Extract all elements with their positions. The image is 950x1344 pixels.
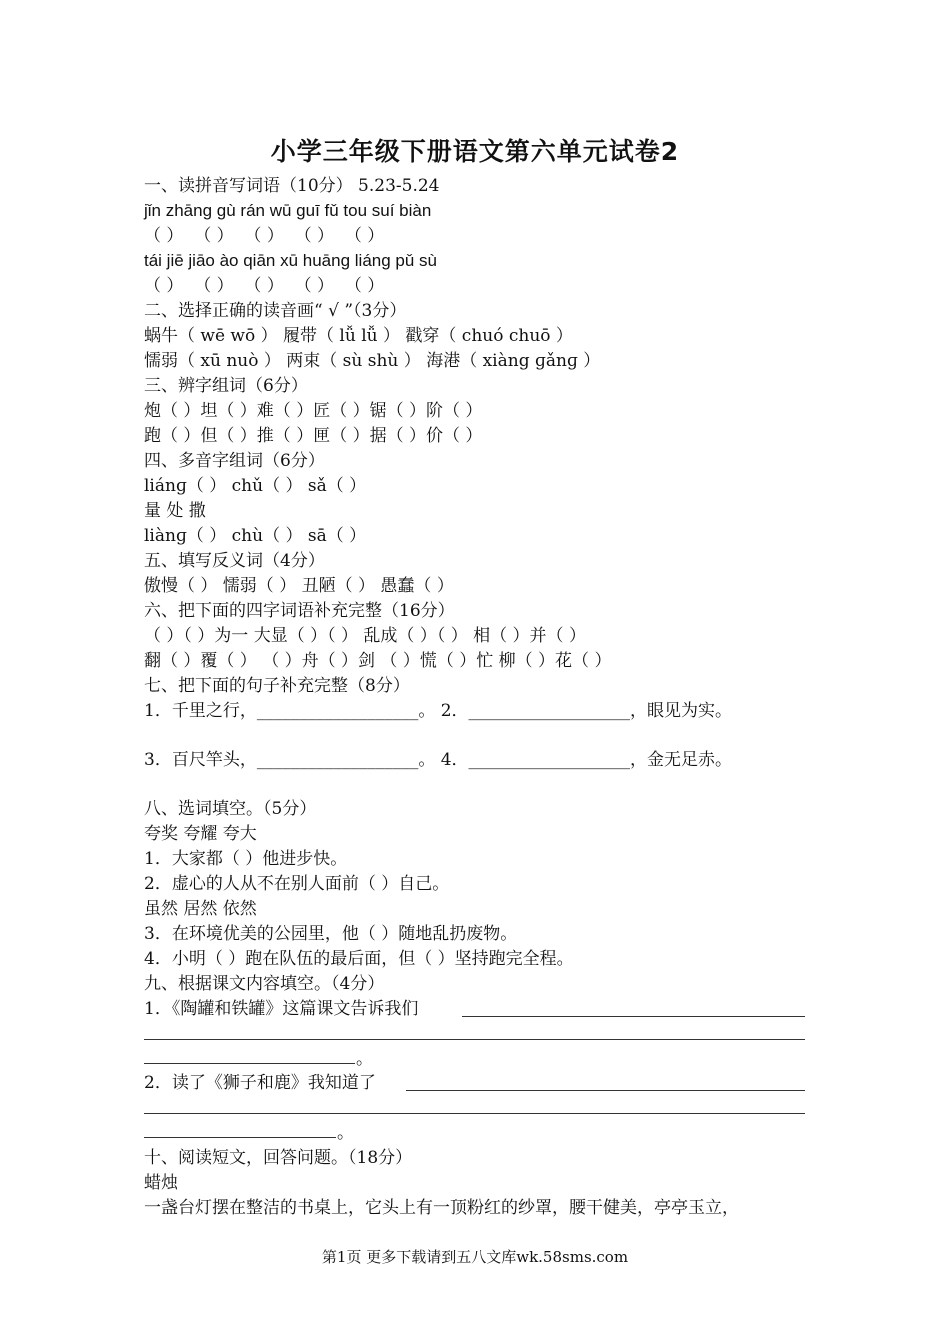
fill-question-3: 3．在环境优美的公园里，他（ ）随地乱扔废物。 bbox=[144, 924, 518, 944]
polyphone-pinyin-1: liánɡ（ ） chǔ（ ） sǎ（ ） bbox=[144, 476, 367, 496]
section-2-heading: 二、选择正确的读音画“ √ ”（3分） bbox=[144, 301, 407, 321]
answer-line bbox=[144, 1137, 336, 1138]
answer-line bbox=[144, 1063, 355, 1064]
answer-line bbox=[144, 1039, 805, 1040]
text-question-1: 1．《陶罐和铁罐》这篇课文告诉我们 bbox=[144, 999, 419, 1019]
section-3-heading: 三、辨字组词（6分） bbox=[144, 376, 308, 396]
passage-title: 蜡烛 bbox=[144, 1173, 178, 1193]
answer-brackets-1: （ ） （ ） （ ） （ ） （ ） bbox=[144, 226, 385, 246]
section-7-heading: 七、把下面的句子补充完整（8分） bbox=[144, 676, 410, 696]
answer-end-1: 。 bbox=[356, 1049, 373, 1069]
section-6-heading: 六、把下面的四字词语补充完整（16分） bbox=[144, 601, 455, 621]
char-group-line-1: 炮（ ）坦（ ）难（ ）匠（ ）锯（ ）阶（ ） bbox=[144, 401, 483, 421]
sentence-line-2: 3．百尺竿头，___________________。 4．___________________，金无足赤。 bbox=[144, 750, 733, 770]
section-5-heading: 五、填写反义词（4分） bbox=[144, 551, 325, 571]
pronunciation-line-1: 蜗牛（ wē wō ） 履带（ lǚ lǚ ） 戳穿（ chuó chuō ） bbox=[144, 326, 573, 346]
word-choices-1: 夸奖 夸耀 夸大 bbox=[144, 824, 257, 844]
pinyin-line-2: tái jiē jiāo ào qiān xū huānɡ liánɡ pǔ sù bbox=[144, 251, 437, 270]
pronunciation-line-2: 懦弱（ xū nuò ） 两束（ sù shù ） 海港（ xiàng ɡǎnɡ ） bbox=[144, 351, 601, 371]
section-8-heading: 八、选词填空。（5分） bbox=[144, 799, 317, 819]
polyphone-pinyin-2: liànɡ（ ） chù（ ） sā（ ） bbox=[144, 526, 367, 546]
answer-line bbox=[462, 1016, 805, 1017]
polyphone-chars: 量 处 撒 bbox=[144, 501, 206, 521]
text-question-2: 2．读了《狮子和鹿》我知道了 bbox=[144, 1073, 376, 1093]
fill-question-4: 4．小明（ ）跑在队伍的最后面，但（ ）坚持跑完全程。 bbox=[144, 949, 574, 969]
fill-question-1: 1．大家都（ ）他进步快。 bbox=[144, 849, 348, 869]
sentence-line-1: 1．千里之行，___________________。 2．___________________，眼见为实。 bbox=[144, 701, 733, 721]
idiom-line-2: 翻（ ）覆（ ） （ ）舟（ ）剑 （ ）慌（ ）忙 柳（ ）花（ ） bbox=[144, 651, 612, 671]
answer-end-2: 。 bbox=[337, 1123, 354, 1143]
fill-question-2: 2．虚心的人从不在别人面前（ ）自己。 bbox=[144, 874, 450, 894]
idiom-line-1: （ ）（ ）为一 大显（ ）（ ） 乱成（ ）（ ） 相（ ）并（ ） bbox=[144, 626, 586, 646]
section-4-heading: 四、多音字组词（6分） bbox=[144, 451, 325, 471]
section-10-heading: 十、阅读短文，回答问题。（18分） bbox=[144, 1148, 413, 1168]
answer-line bbox=[144, 1113, 805, 1114]
section-9-heading: 九、根据课文内容填空。（4分） bbox=[144, 974, 385, 994]
antonym-line: 傲慢（ ） 懦弱（ ） 丑陋（ ） 愚蠢（ ） bbox=[144, 576, 454, 596]
word-choices-2: 虽然 居然 依然 bbox=[144, 899, 257, 919]
section-1-heading: 一、读拼音写词语（10分） 5.23-5.24 bbox=[144, 176, 440, 196]
pinyin-line-1: jǐn zhānɡ ɡù rán wū ɡuī fǔ tou suí biàn bbox=[144, 201, 432, 220]
passage-text: 一盏台灯摆在整洁的书桌上，它头上有一顶粉红的纱罩，腰干健美，亭亭玉立， bbox=[144, 1198, 739, 1218]
answer-brackets-2: （ ） （ ） （ ） （ ） （ ） bbox=[144, 276, 385, 296]
char-group-line-2: 跑（ ）但（ ）推（ ）匣（ ）据（ ）价（ ） bbox=[144, 426, 483, 446]
page-title: 小学三年级下册语文第六单元试卷2 bbox=[270, 137, 680, 166]
page-footer: 第1页 更多下载请到五八文库wk.58sms.com bbox=[321, 1248, 629, 1266]
answer-line bbox=[406, 1090, 805, 1091]
